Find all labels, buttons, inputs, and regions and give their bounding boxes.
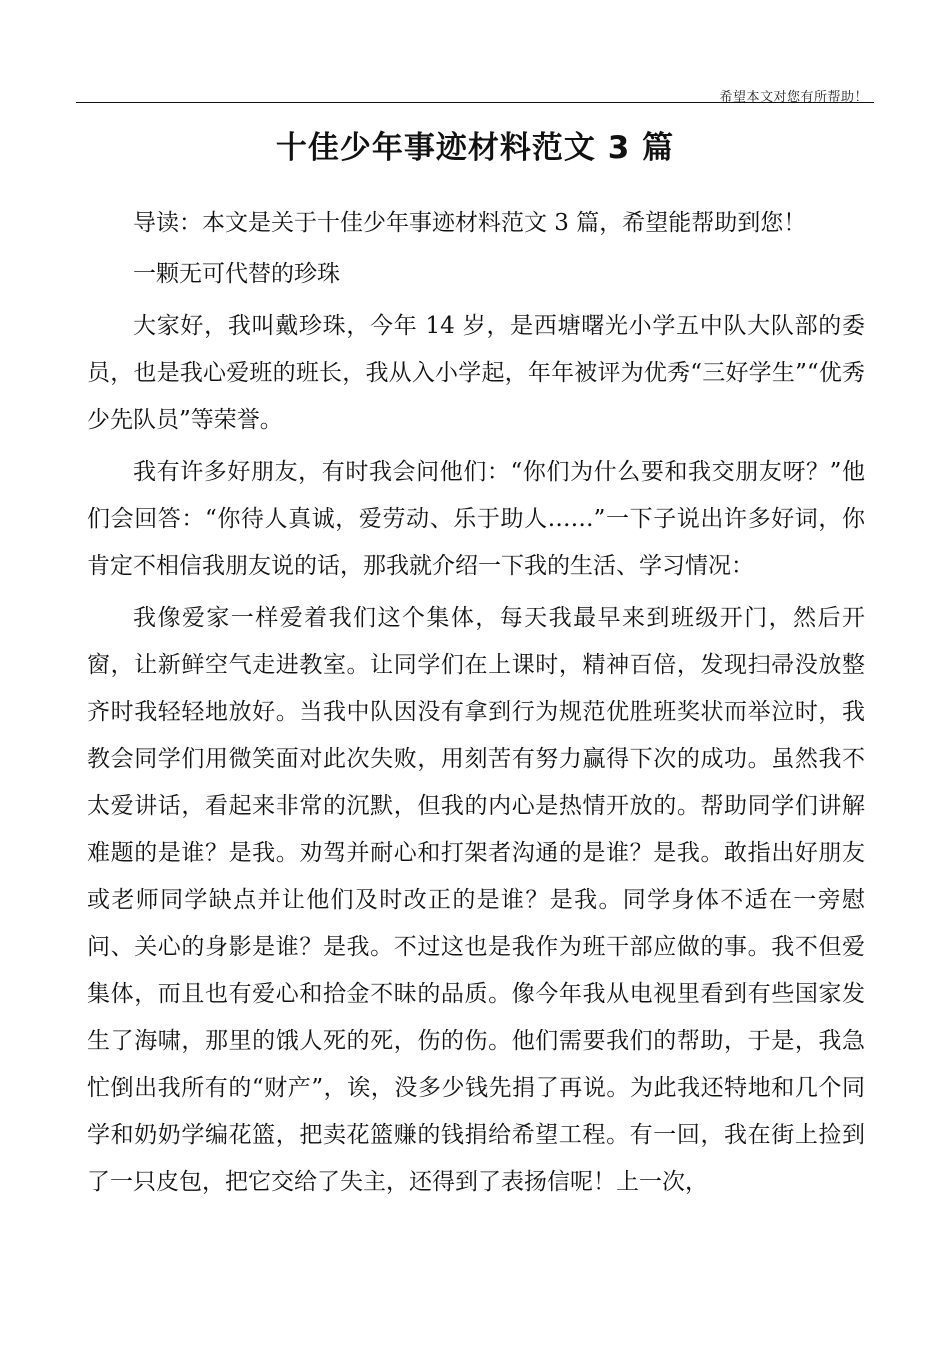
section-subtitle: 一颗无可代替的珍珠	[133, 261, 340, 287]
document-title: 十佳少年事迹材料范文 3 篇	[275, 130, 675, 166]
body-paragraph: 大家好，我叫戴珍珠，今年 14 岁，是西塘曙光小学五中队大队部的委员，也是我心爱班的班长，我从入小学起，年年被评为优秀“三好学生”“优秀少先队员”等荣誉。	[87, 313, 865, 433]
intro-paragraph: 导读：本文是关于十佳少年事迹材料范文 3 篇，希望能帮助到您！	[133, 210, 807, 236]
body-paragraph: 我像爱家一样爱着我们这个集体，每天我最早来到班级开门，然后开窗，让新鲜空气走进教室。让同学们在上课时，精神百倍，发现扫帚没放整齐时我轻轻地放好。当我中队因没有拿到行为规范优胜班奖状而举泣时，我教会同学们用微笑面对此次失败，用刻苦有努力赢得下次的成功。虽然我不太爱讲话，看起来非常的沉默，但我的内心是热情开放的。帮助同学们讲解难题的是谁？是我。劝驾并耐心和打架者沟通的是谁？是我。敢指出好朋友或老师同学缺点并让他们及时改正的是谁？是我。同学身体不适在一旁慰问、关心的身影是谁？是我。不过这也是我作为班干部应做的事。我不但爱集体，而且也有爱心和拾金不昧的品质。像今年我从电视里看到有些国家发生了海啸，那里的饿人死的死，伤的伤。他们需要我们的帮助，于是，我急忙倒出我所有的“财产”，诶，没多少钱先捐了再说。为此我还特地和几个同学和奶奶学编花篮，把卖花篮赚的钱捐给希望工程。有一回，我在街上捡到了一只皮包，把它交给了失主，还得到了表扬信呢！上一次，	[87, 605, 865, 1195]
header-note: 希望本文对您有所帮助！	[719, 90, 868, 105]
header-divider	[76, 102, 874, 103]
document-body	[87, 200, 865, 1206]
body-paragraph: 我有许多好朋友，有时我会问他们：“你们为什么要和我交朋友呀？”他们会回答：“你待人真诚，爱劳动、乐于助人……”一下子说出许多好词，你肯定不相信我朋友说的话，那我就介绍一下我的生活、学习情况：	[87, 459, 865, 579]
